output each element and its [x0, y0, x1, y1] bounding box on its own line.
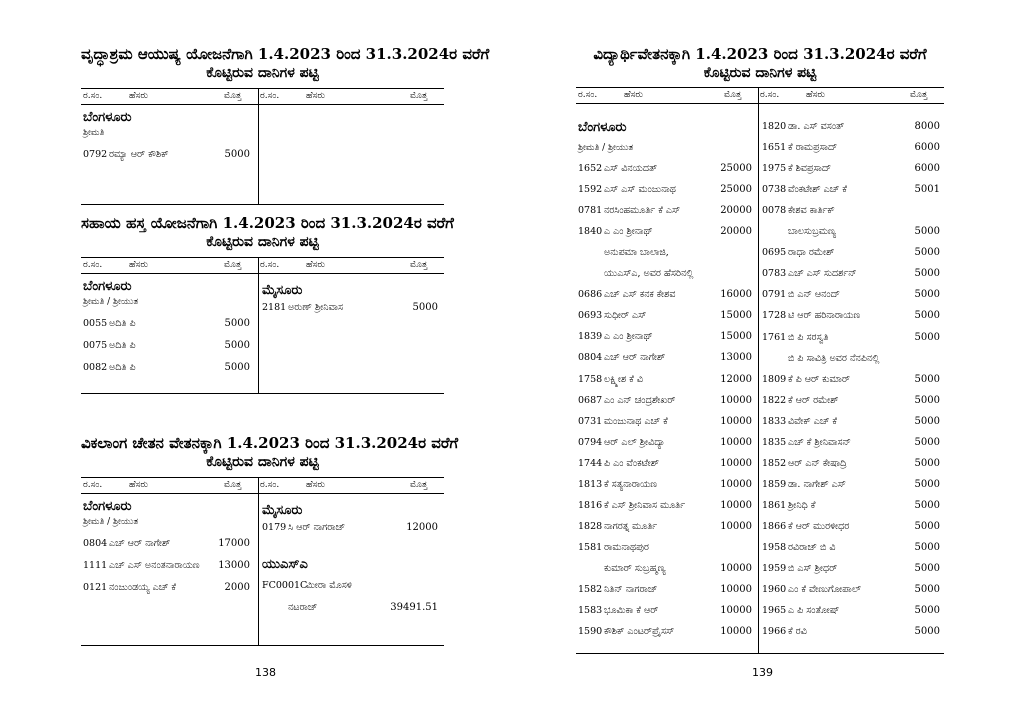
donor-receipt-number: 1852	[762, 457, 787, 469]
donor-amount: 12000	[720, 373, 752, 385]
donor-name: ಬಿ ಎಸ್ ಶ್ರೀಧರ್	[788, 563, 838, 575]
donor-receipt-number: 1835	[762, 436, 787, 448]
donor-amount: 5000	[224, 318, 250, 329]
section-subtitle: ಕೊಟ್ಟಿರುವ ದಾನಿಗಳ ಪಟ್ಟಿ	[703, 65, 817, 81]
donor-name: ಬಿ ಪಿ ಸರಸ್ವತಿ	[788, 331, 829, 343]
header-amount: ಮೊತ್ತ	[224, 91, 242, 101]
donor-name: ಎಚ್ ಆರ್ ನಾಗೇಶ್	[109, 538, 171, 549]
donor-name: ಅದಿತಿ ಪಿ	[109, 340, 136, 351]
header-amount: ಮೊತ್ತ	[224, 480, 242, 490]
donor-amount: 5000	[914, 457, 940, 469]
donor-name: ಎ ಎಂ ಶ್ರೀನಾಥ್	[604, 226, 653, 238]
donor-name: ಎಂ ಎನ್ ಚಂದ್ರಶೇಖರ್	[604, 394, 676, 406]
donor-receipt-number: 0693	[578, 310, 603, 322]
donor-amount: 5000	[914, 310, 940, 322]
section-title: ವೃದ್ಧಾಶ್ರಮ ಆಯುಷ್ಯ ಯೋಜನೆಗಾಗಿ 1.4.2023 ರಿಂದ 31.3.2024ರ ವರೆಗೆ	[81, 45, 490, 63]
title-prefix: ಶ್ರೀಮತಿ / ಶ್ರೀಯುತ	[83, 517, 139, 527]
city-heading: ಬೆಂಗಳೂರು	[83, 499, 132, 514]
donor-name: ಕೆ ಪಿ ಆರ್ ಕುಮಾರ್	[788, 373, 850, 385]
header-amount: ಮೊತ್ತ	[224, 260, 242, 270]
donor-amount: 5001	[914, 184, 940, 196]
donor-amount: 10000	[720, 562, 752, 574]
donor-amount: 16000	[720, 289, 752, 301]
donor-amount: 10000	[720, 626, 752, 638]
column-divider	[258, 257, 259, 393]
donor-name: ನಟರಾಜ್	[288, 602, 318, 613]
donor-name: ಎಸ್ ಎಸ್ ಮಂಜುನಾಥ	[604, 184, 676, 196]
title-prefix: ಶ್ರೀಮತಿ / ಶ್ರೀಯುತ	[578, 143, 634, 153]
donor-amount: 25000	[720, 163, 752, 174]
donor-name: ಕೆ ಆರ್ ರಮೇಶ್	[788, 394, 839, 406]
donor-receipt-number: 1965	[762, 605, 787, 617]
donor-amount: 5000	[914, 626, 940, 638]
donor-receipt-number: 1651	[762, 142, 787, 154]
header-name: ಹೆಸರು	[306, 480, 325, 490]
donor-receipt-number: 1866	[762, 520, 787, 532]
header-amount: ಮೊತ್ತ	[410, 91, 428, 101]
donor-name: ಕೆ ಆರ್ ಮುರಳೀಧರ	[788, 520, 850, 532]
header-name: ಹೆಸರು	[129, 91, 148, 101]
donor-receipt-number: 1813	[578, 478, 603, 490]
donor-name: ಬಿ ಪಿ ಸಾವಿತ್ರಿ ಅವರ ನೆನಪಿನಲ್ಲಿ	[788, 352, 880, 364]
donor-amount: 10000	[720, 394, 752, 406]
header-rule	[576, 103, 944, 104]
donor-name: ಎಚ್ ಎಸ್ ಸುದರ್ಶನ್	[788, 268, 857, 280]
header-rs: ರ.ಸಂ.	[83, 260, 103, 270]
donor-name: ಡಾ. ನಾಗೇಶ್ ಎಸ್	[788, 478, 846, 490]
donor-receipt-number: 1859	[762, 478, 787, 490]
donor-name: ಭೂಮಿಕಾ ಕೆ ಆರ್	[604, 605, 659, 617]
donor-name: ನರಸಿಂಹಮೂರ್ತಿ ಕೆ ಎಸ್	[604, 205, 681, 217]
donor-amount: 10000	[720, 457, 752, 469]
header-rs: ರ.ಸಂ.	[760, 90, 780, 100]
donor-amount: 10000	[720, 478, 752, 490]
donor-receipt-number: 0082	[83, 362, 108, 373]
header-name: ಹೆಸರು	[306, 260, 325, 270]
donor-name: ಕೆ ಸತ್ಯನಾರಾಯಣ	[604, 478, 657, 490]
donor-receipt-number: 1816	[578, 499, 603, 511]
column-divider	[758, 87, 759, 653]
page-number: 139	[752, 666, 773, 679]
table-bottom-rule	[81, 393, 444, 394]
donor-name: ಎ ಎಂ ಶ್ರೀನಾಥ್	[604, 331, 653, 343]
donor-amount: 5000	[914, 563, 940, 575]
donor-name: ಕೌಶಿಕ್ ಎಂಟರ್‌ಪ್ರೈಸಸ್	[604, 626, 675, 638]
header-rs: ರ.ಸಂ.	[260, 260, 280, 270]
donor-name: ಬಾಲಸುಬ್ರಮಣ್ಯ	[788, 226, 836, 238]
donor-receipt-number: 1840	[578, 226, 603, 238]
donor-name: ಎಸ್ ವಿನಯದತ್	[604, 163, 658, 174]
donor-amount: 5000	[914, 542, 940, 553]
donor-receipt-number: 0695	[762, 247, 787, 259]
donor-name: ನಂಜುಂಡಯ್ಯ ಎಚ್ ಕೆ	[109, 582, 177, 593]
donor-amount: 20000	[720, 205, 752, 217]
section-subtitle: ಕೊಟ್ಟಿರುವ ದಾನಿಗಳ ಪಟ್ಟಿ	[206, 65, 319, 81]
donor-name: ಯುಎಸ್‌ಎ, ಅವರ ಹೆಸರಿನಲ್ಲಿ	[604, 268, 694, 280]
donor-name: ವೆಂಕಟೇಶ್ ಎಚ್ ಕೆ	[788, 184, 847, 196]
header-amount: ಮೊತ್ತ	[910, 90, 928, 100]
donor-amount: 10000	[720, 520, 752, 532]
donor-amount: 5000	[914, 605, 940, 617]
table-top-rule	[81, 257, 444, 258]
donor-receipt-number: 1652	[578, 163, 603, 174]
section-title: ವಿದ್ಯಾರ್ಥಿವೇತನಕ್ಕಾಗಿ 1.4.2023 ರಿಂದ 31.3.2024ರ ವರೆಗೆ	[593, 45, 927, 63]
section-subtitle: ಕೊಟ್ಟಿರುವ ದಾನಿಗಳ ಪಟ್ಟಿ	[206, 454, 319, 470]
donor-amount: 5000	[914, 247, 940, 259]
donor-receipt-number: 1758	[578, 373, 603, 385]
header-rule	[81, 273, 444, 274]
donor-name: ಅರುಣ್ ಶ್ರೀನಿವಾಸ	[288, 302, 344, 313]
donor-amount: 5000	[914, 289, 940, 301]
header-rs: ರ.ಸಂ.	[260, 480, 280, 490]
header-name: ಹೆಸರು	[806, 90, 825, 100]
donor-receipt-number: 0078	[762, 205, 787, 217]
donor-receipt-number: 0791	[762, 289, 787, 301]
donor-amount: 10000	[720, 499, 752, 511]
donor-name: ಡಾ. ಎಸ್ ವಸಂತ್	[788, 121, 845, 132]
donor-amount: 25000	[720, 184, 752, 196]
donor-amount: 15000	[720, 310, 752, 322]
donor-name: ಆರ್ ಎಲ್ ಶ್ರೀವಿದ್ಯಾ	[604, 436, 666, 448]
donor-name: ವಿವೇಕ್ ಎಚ್ ಕೆ	[788, 415, 838, 427]
donor-amount: 5000	[914, 499, 940, 511]
donor-receipt-number: 0686	[578, 289, 603, 301]
donor-name: ರಾಧಾ ರಮೇಶ್	[788, 247, 835, 259]
header-name: ಹೆಸರು	[306, 91, 325, 101]
donor-amount: 5000	[914, 436, 940, 448]
donor-amount: 6000	[914, 142, 940, 154]
donor-amount: 2000	[224, 582, 250, 593]
donor-amount: 5000	[224, 362, 250, 373]
donor-amount: 6000	[914, 163, 940, 175]
donor-receipt-number: 1822	[762, 394, 787, 406]
donor-name: ಆರ್ ಎನ್ ಕೇಷಾದ್ರಿ	[788, 457, 847, 469]
donor-name: ಬಿ ಎನ್ ಆನಂದ್	[788, 289, 840, 301]
donor-receipt-number: 0731	[578, 415, 603, 427]
donor-name: ಟಿ ಆರ್ ಹರಿನಾರಾಯಣ	[788, 310, 861, 322]
table-bottom-rule	[81, 204, 444, 205]
donor-receipt-number: 0738	[762, 184, 787, 196]
donor-name: ನಿತಿನ್ ನಾಗರಾಜ್	[604, 584, 658, 595]
donor-name: ಕೆ ಶಿವಪ್ರಸಾದ್	[788, 163, 832, 175]
donor-name: ಕೆ ಎಸ್ ಶ್ರೀನಿವಾಸ ಮೂರ್ತಿ	[604, 499, 686, 511]
donor-receipt-number: 0781	[578, 205, 603, 217]
donor-amount: 13000	[218, 560, 250, 571]
donor-amount: 5000	[914, 226, 940, 238]
donor-receipt-number: 1583	[578, 605, 603, 617]
city-heading: ಮೈಸೂರು	[262, 283, 303, 298]
donor-receipt-number: 1828	[578, 520, 603, 532]
section-subtitle: ಕೊಟ್ಟಿರುವ ದಾನಿಗಳ ಪಟ್ಟಿ	[206, 234, 319, 250]
donor-receipt-number: 1820	[762, 121, 787, 132]
donor-receipt-number: 1111	[83, 560, 108, 571]
donor-amount: 17000	[218, 538, 250, 549]
header-name: ಹೆಸರು	[129, 480, 148, 490]
donor-receipt-number: 0792	[83, 149, 108, 160]
donor-receipt-number: 0804	[83, 538, 108, 549]
header-amount: ಮೊತ್ತ	[724, 90, 742, 100]
city-heading: ಯುಎಸ್‌ಎ	[262, 557, 308, 572]
donor-receipt-number: 0687	[578, 394, 603, 406]
header-name: ಹೆಸರು	[129, 260, 148, 270]
header-rule	[81, 104, 444, 105]
page-number: 138	[255, 666, 276, 679]
header-rs: ರ.ಸಂ.	[578, 90, 598, 100]
donor-amount: 5000	[224, 340, 250, 351]
donor-name: ಸುಧೀರ್ ಎಸ್	[604, 310, 647, 322]
donor-name: ಎಂ ಕೆ ವೇಣುಗೋಪಾಲ್	[788, 584, 861, 596]
column-divider	[258, 88, 259, 204]
city-heading: ಬೆಂಗಳೂರು	[83, 279, 132, 294]
donor-receipt-number: 1728	[762, 310, 787, 322]
header-rs: ರ.ಸಂ.	[260, 91, 280, 101]
table-top-rule	[81, 477, 444, 478]
donor-receipt-number: 1958	[762, 542, 787, 553]
table-top-rule	[81, 88, 444, 89]
donor-amount: 10000	[720, 436, 752, 448]
donor-receipt-number: 1861	[762, 499, 787, 511]
donor-name: ನಾಗರತ್ನ ಮೂರ್ತಿ	[604, 520, 658, 532]
donor-amount: 5000	[914, 373, 940, 385]
donor-amount: 39491.51	[390, 602, 438, 613]
donor-receipt-number: 1975	[762, 163, 787, 175]
donor-receipt-number: 1590	[578, 626, 603, 638]
donor-name: ಮೀರಾ ಮೊಸಳಿ	[306, 580, 352, 591]
donor-name: ಅದಿತಿ ಪಿ	[109, 362, 136, 373]
donor-amount: 5000	[914, 394, 940, 406]
header-rs: ರ.ಸಂ.	[83, 480, 103, 490]
header-amount: ಮೊತ್ತ	[410, 260, 428, 270]
donor-amount: 12000	[406, 522, 438, 533]
donor-receipt-number: 1960	[762, 584, 787, 596]
donor-receipt-number: 2181	[262, 302, 287, 313]
donor-amount: 5000	[412, 302, 438, 313]
donor-name: ಸಿ ಆರ್ ನಾಗರಾಜ್	[288, 522, 346, 533]
donor-receipt-number: 0794	[578, 436, 603, 448]
donor-amount: 5000	[914, 478, 940, 490]
donor-amount: 5000	[914, 520, 940, 532]
donor-name: ಕೇಶವ ಕಾರ್ತಿಕ್	[788, 205, 835, 217]
table-top-rule	[576, 87, 944, 88]
donor-name: ಎ ಪಿ ಸಂತೋಷ್	[788, 605, 840, 617]
donor-name: ರವಿರಾಜ್ ಬಿ ವಿ	[788, 542, 836, 553]
donor-amount: 15000	[720, 331, 752, 343]
city-heading: ಬೆಂಗಳೂರು	[83, 110, 132, 125]
donor-name: ಎಚ್ ಆರ್ ನಾಗೇಶ್	[604, 352, 666, 364]
table-bottom-rule	[81, 645, 444, 646]
table-bottom-rule	[576, 653, 944, 654]
donor-receipt-number: 1744	[578, 457, 603, 469]
donor-name: ರಾಮನಾಥಪುರ	[604, 541, 649, 553]
header-rule	[81, 493, 444, 494]
header-amount: ಮೊತ್ತ	[410, 480, 428, 490]
donor-receipt-number: 1582	[578, 584, 603, 595]
donor-receipt-number: 0783	[762, 268, 787, 280]
donor-name: ರಮ್ಯಾ ಆರ್ ಕೌಶಿಕ್	[109, 149, 169, 160]
donor-amount: 10000	[720, 605, 752, 617]
donor-amount: 13000	[720, 352, 752, 364]
donor-receipt-number: 1761	[762, 331, 787, 343]
donor-receipt-number: 0179	[262, 522, 287, 533]
donor-amount: 5000	[224, 149, 250, 160]
donor-receipt-number: 0055	[83, 318, 108, 329]
section-title: ವಿಕಲಾಂಗ ಚೇತನ ವೇತನಕ್ಕಾಗಿ 1.4.2023 ರಿಂದ 31.3.2024ರ ವರೆಗೆ	[81, 434, 459, 452]
donor-receipt-number: 1809	[762, 373, 787, 385]
donor-name: ಕೆ ರಾಮಪ್ರಸಾದ್	[788, 142, 838, 154]
donor-amount: 5000	[914, 415, 940, 427]
donor-name: ಮಂಜುನಾಥ ಎಚ್ ಕೆ	[604, 415, 668, 427]
city-heading: ಬೆಂಗಳೂರು	[578, 120, 627, 135]
donor-receipt-number: 1592	[578, 184, 603, 196]
donor-name: ಎಚ್ ಎಸ್ ಕನಕ ಕೇಶವ	[604, 289, 676, 301]
donor-name: ಕುಮಾರ್ ಸುಬ್ರಹ್ಮಣ್ಯ	[604, 562, 666, 574]
donor-receipt-number: 1833	[762, 415, 787, 427]
donor-name: ಅದಿತಿ ಪಿ	[109, 318, 136, 329]
header-rs: ರ.ಸಂ.	[83, 91, 103, 101]
city-heading: ಮೈಸೂರು	[262, 503, 303, 518]
donor-amount: 5000	[914, 268, 940, 280]
donor-receipt-number: 1966	[762, 626, 787, 638]
donor-amount: 5000	[914, 331, 940, 343]
header-name: ಹೆಸರು	[624, 90, 643, 100]
donor-receipt-number: 0804	[578, 352, 603, 364]
donor-name: ಲಕ್ಷ್ಮೀಶ ಕೆ ವಿ	[604, 373, 643, 385]
title-prefix: ಶ್ರೀಮತಿ / ಶ್ರೀಯುತ	[83, 297, 139, 307]
donor-name: ಎಚ್ ಎಸ್ ಅನಂತನಾರಾಯಣ	[109, 560, 200, 571]
column-divider	[258, 477, 259, 645]
donor-name: ಪಿ ಎಂ ವೆಂಕಟೇಶ್	[604, 457, 660, 469]
donor-amount: 10000	[720, 415, 752, 427]
donor-receipt-number: 1959	[762, 563, 787, 575]
donor-name: ಅನುಪಮಾ ಬಾಲಾಜಿ,	[604, 247, 669, 259]
donor-receipt-number: 0121	[83, 582, 108, 593]
donor-amount: 5000	[914, 584, 940, 596]
donor-name: ಶ್ರೀನಿಧಿ ಕೆ	[788, 499, 816, 511]
donor-receipt-number: 0075	[83, 340, 108, 351]
section-title: ಸಹಾಯ ಹಸ್ತ ಯೋಜನೆಗಾಗಿ 1.4.2023 ರಿಂದ 31.3.2024ರ ವರೆಗೆ	[81, 214, 454, 232]
donor-name: ಕೆ ರವಿ	[788, 626, 807, 638]
donor-name: ಎಚ್ ಕೆ ಶ್ರೀನಿವಾಸನ್	[788, 436, 851, 448]
donor-receipt-number: 1581	[578, 541, 603, 553]
donor-amount: 20000	[720, 226, 752, 238]
donor-receipt-number: FC0001C	[262, 580, 308, 591]
donor-receipt-number: 1839	[578, 331, 603, 343]
donor-amount: 10000	[720, 584, 752, 595]
title-prefix: ಶ್ರೀಮತಿ	[83, 128, 105, 138]
donor-amount: 8000	[914, 121, 940, 132]
